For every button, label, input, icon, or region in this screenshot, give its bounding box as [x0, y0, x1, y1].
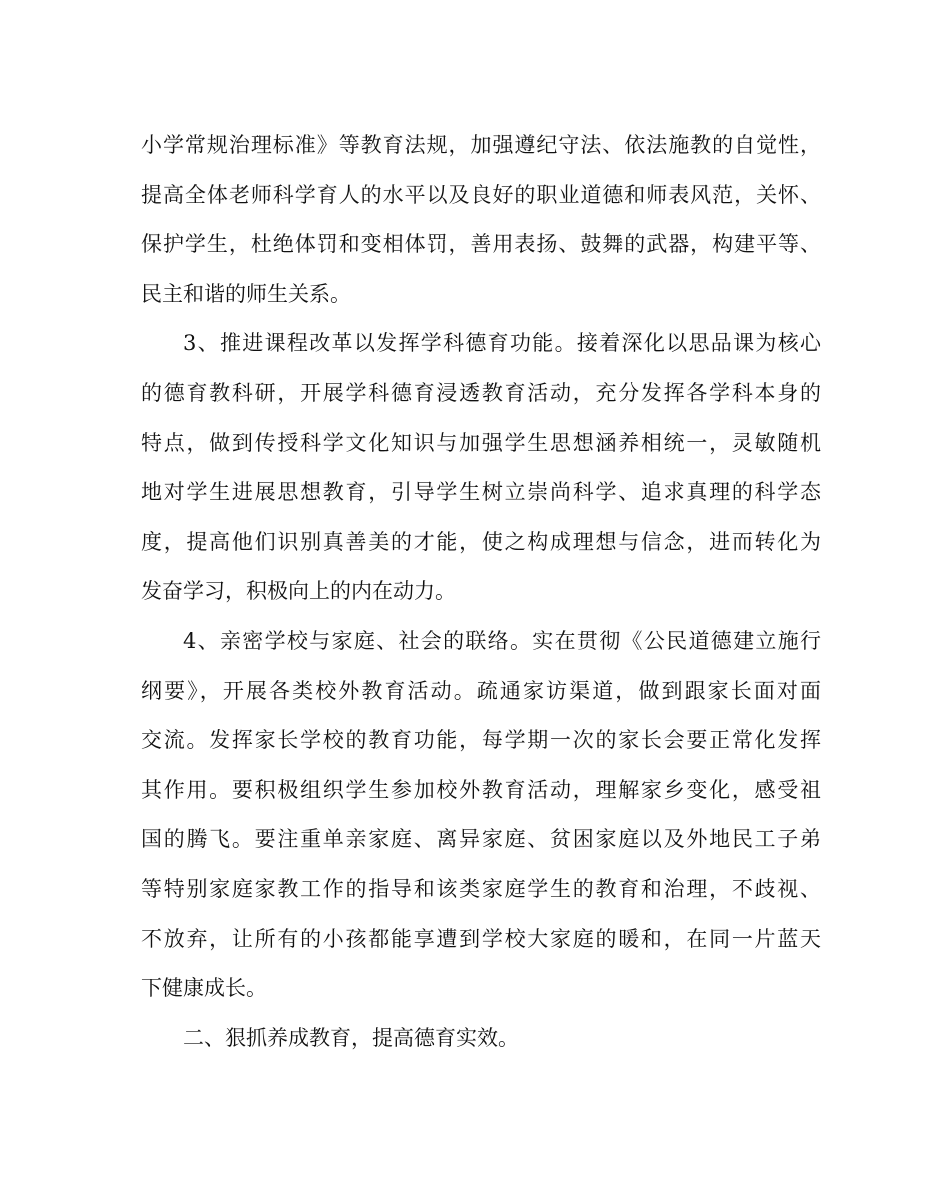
- text-line: 3、推进课程改革以发挥学科德育功能。接着深化以思品课为核心: [183, 331, 821, 356]
- text-line: 交流。发挥家长学校的教育功能，每学期一次的家长会要正常化发挥: [141, 728, 821, 753]
- document-body: [141, 121, 821, 1063]
- text-line: 的德育教科研，开展学科德育浸透教育活动，充分发挥各学科本身的: [141, 380, 821, 405]
- text-line: 4、亲密学校与家庭、社会的联络。实在贯彻《公民道德建立施行: [183, 628, 821, 653]
- text-line: 保护学生，杜绝体罚和变相体罚，善用表扬、鼓舞的武器，构建平等、: [141, 232, 821, 257]
- text-line: 发奋学习，积极向上的内在动力。: [141, 579, 456, 604]
- text-line: 特点，做到传授科学文化知识与加强学生思想涵养相统一，灵敏随机: [141, 430, 821, 455]
- text-line: 其作用。要积极组织学生参加校外教育活动，理解家乡变化，感受祖: [141, 777, 821, 802]
- paragraph-3: [141, 617, 821, 1014]
- text-line: 等特别家庭家教工作的指导和该类家庭学生的教育和治理，不歧视、: [141, 876, 821, 901]
- text-line: 二、狠抓养成教育，提高德育实效。: [183, 1025, 519, 1050]
- text-line: 不放弃，让所有的小孩都能享遭到学校大家庭的暖和，在同一片蓝天: [141, 926, 821, 951]
- text-line: 民主和谐的师生关系。: [141, 281, 351, 306]
- text-line: 提高全体老师科学育人的水平以及良好的职业道德和师表风范，关怀、: [141, 182, 821, 207]
- text-line: 下健康成长。: [141, 976, 267, 1001]
- paragraph-2: [141, 319, 821, 617]
- section-heading: [141, 1014, 821, 1064]
- text-line: 国的腾飞。要注重单亲家庭、离异家庭、贫困家庭以及外地民工子弟: [141, 827, 821, 852]
- text-line: 小学常规治理标准》等教育法规，加强遵纪守法、依法施教的自觉性，: [141, 133, 821, 157]
- text-line: 度，提高他们识别真善美的才能，使之构成理想与信念，进而转化为: [141, 529, 821, 554]
- text-line: 地对学生进展思想教育，引导学生树立崇尚科学、追求真理的科学态: [141, 480, 821, 505]
- text-line: 纲要》，开展各类校外教育活动。疏通家访渠道，做到跟家长面对面: [141, 678, 821, 703]
- paragraph-1: [141, 121, 821, 319]
